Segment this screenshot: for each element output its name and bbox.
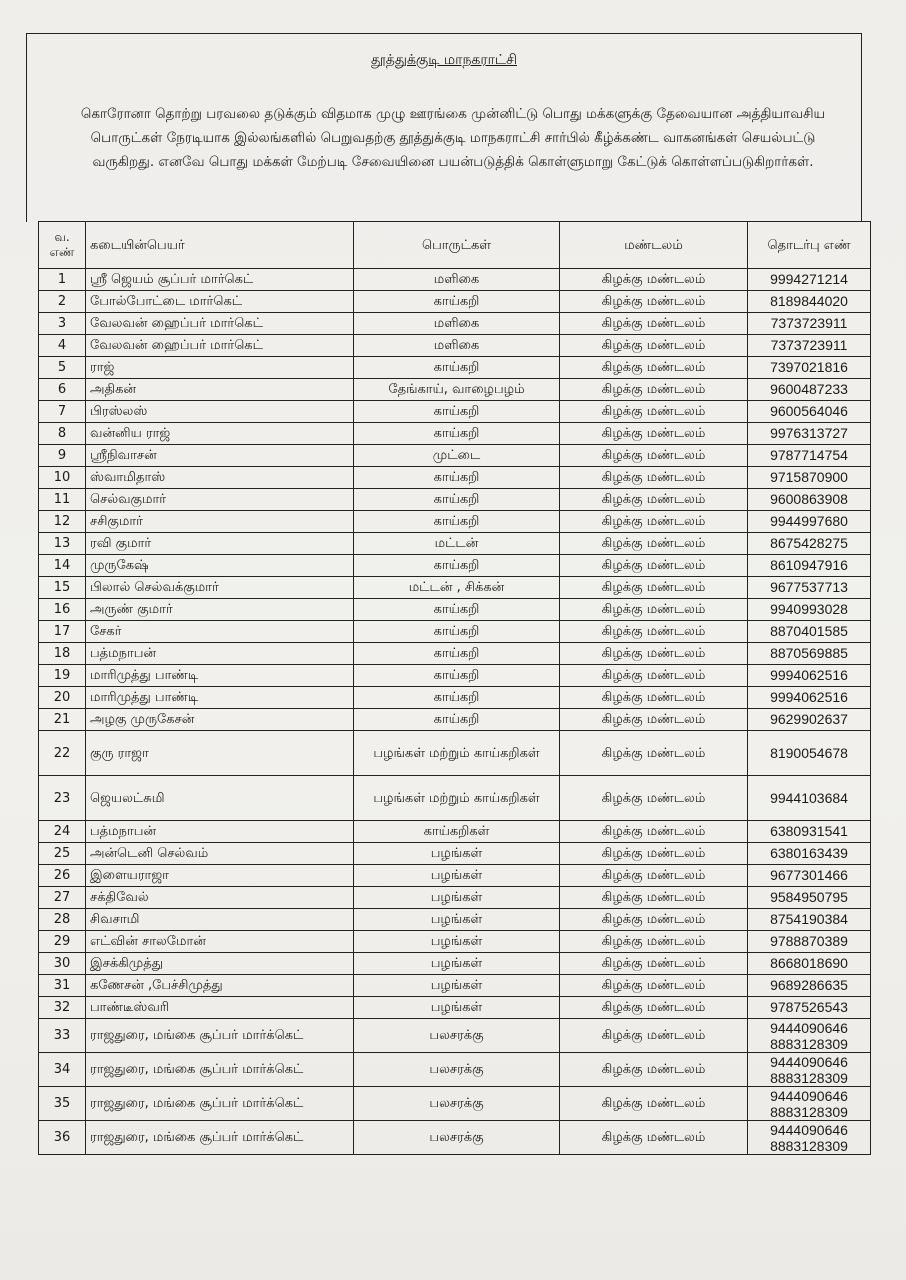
row-contact: 9976313727 <box>748 423 871 445</box>
header-shop-name: கடையின்பெயர் <box>86 222 354 269</box>
row-zone: கிழக்கு மண்டலம் <box>560 577 748 599</box>
row-serial: 1 <box>39 269 86 291</box>
row-serial: 12 <box>39 511 86 533</box>
row-contact: 9600863908 <box>748 489 871 511</box>
table-row <box>39 865 871 887</box>
table-row <box>39 1053 871 1087</box>
row-products: பழங்கள் <box>354 997 560 1019</box>
row-serial: 29 <box>39 931 86 953</box>
row-products: காய்கறி <box>354 709 560 731</box>
row-serial: 36 <box>39 1121 86 1155</box>
table-row <box>39 621 871 643</box>
shop-table <box>38 221 871 1155</box>
row-serial: 7 <box>39 401 86 423</box>
row-shop-name: ஸ்ரீநிவாசன் <box>86 445 354 467</box>
row-shop-name: போல்போட்டை மார்கெட் <box>86 291 354 313</box>
table-row <box>39 599 871 621</box>
row-phone-primary: 9444090646 <box>770 1019 848 1036</box>
row-contact: 9788870389 <box>748 931 871 953</box>
row-contact: 6380931541 <box>748 821 871 843</box>
row-zone: கிழக்கு மண்டலம் <box>560 975 748 997</box>
table-row <box>39 379 871 401</box>
row-products: காய்கறி <box>354 357 560 379</box>
row-contact <box>748 1121 871 1155</box>
table-row <box>39 423 871 445</box>
row-serial: 32 <box>39 997 86 1019</box>
row-contact: 8870569885 <box>748 643 871 665</box>
row-contact <box>748 1087 871 1121</box>
row-zone: கிழக்கு மண்டலம் <box>560 909 748 931</box>
row-products: காய்கறி <box>354 555 560 577</box>
row-shop-name: சக்திவேல் <box>86 887 354 909</box>
row-shop-name: அழகு முருகேசன் <box>86 709 354 731</box>
row-shop-name: வேலவன் ஹைப்பர் மார்கெட் <box>86 335 354 357</box>
row-contact: 9600564046 <box>748 401 871 423</box>
row-products: காய்கறி <box>354 599 560 621</box>
row-serial: 11 <box>39 489 86 511</box>
row-shop-name: பிரஸ்லஸ் <box>86 401 354 423</box>
row-contact: 9584950795 <box>748 887 871 909</box>
row-contact: 9689286635 <box>748 975 871 997</box>
table-header-row <box>39 222 871 269</box>
table-row <box>39 555 871 577</box>
row-serial: 34 <box>39 1053 86 1087</box>
row-zone: கிழக்கு மண்டலம் <box>560 1087 748 1121</box>
row-shop-name: ராஜ் <box>86 357 354 379</box>
row-contact: 8668018690 <box>748 953 871 975</box>
row-shop-name: பத்மநாபன் <box>86 643 354 665</box>
row-shop-name: ஜெயலட்சுமி <box>86 776 354 821</box>
row-serial: 15 <box>39 577 86 599</box>
row-contact: 9994062516 <box>748 665 871 687</box>
header-contact: தொடர்பு எண் <box>748 222 871 269</box>
row-phone-primary: 9444090646 <box>770 1121 848 1138</box>
row-shop-name: ராஜதுரை, மங்கை சூப்பர் மார்க்கெட் <box>86 1121 354 1155</box>
row-zone: கிழக்கு மண்டலம் <box>560 709 748 731</box>
row-shop-name: மாரிமுத்து பாண்டி <box>86 687 354 709</box>
table-row <box>39 577 871 599</box>
table-row <box>39 687 871 709</box>
row-serial: 23 <box>39 776 86 821</box>
row-contact: 8610947916 <box>748 555 871 577</box>
row-shop-name: இசக்கிமுத்து <box>86 953 354 975</box>
row-contact: 9994062516 <box>748 687 871 709</box>
row-products: காய்கறி <box>354 511 560 533</box>
table-row <box>39 335 871 357</box>
row-products: பழங்கள் <box>354 953 560 975</box>
row-contact: 9677301466 <box>748 865 871 887</box>
row-zone: கிழக்கு மண்டலம் <box>560 865 748 887</box>
table-row <box>39 931 871 953</box>
row-products: காய்கறி <box>354 687 560 709</box>
row-products: மளிகை <box>354 335 560 357</box>
row-zone: கிழக்கு மண்டலம் <box>560 1121 748 1155</box>
row-contact: 8189844020 <box>748 291 871 313</box>
row-serial: 4 <box>39 335 86 357</box>
row-serial: 10 <box>39 467 86 489</box>
row-zone: கிழக்கு மண்டலம் <box>560 821 748 843</box>
table-row <box>39 843 871 865</box>
row-shop-name: ரவி குமார் <box>86 533 354 555</box>
table-row <box>39 1019 871 1053</box>
row-products: காய்கறி <box>354 621 560 643</box>
row-zone: கிழக்கு மண்டலம் <box>560 953 748 975</box>
row-shop-name: இளையராஜா <box>86 865 354 887</box>
notice-paragraph: கொரோனா தொற்று பரவலை தடுக்கும் விதமாக முழு ஊரங்கை முன்னிட்டு பொது மக்களுக்கு தேவையான அத்தியாவசிய பொருட்கள் நேரடியாக இல்லங்களில் பெறுவதற்கு தூத்துக்குடி மாநகராட்சி சார்பில் கீழ்க்கண்ட வாகனங்கள் செயல்பட்டு வருகிறது. எனவே பொது மக்கள் மேற்படி சேவையினை பயன்படுத்திக் கொள்ளுமாறு கேட்டுக் கொள்ளப்படுகிறார்கள். <box>80 106 826 170</box>
row-products: தேங்காய், வாழைபழம் <box>354 379 560 401</box>
row-contact: 8754190384 <box>748 909 871 931</box>
row-serial: 17 <box>39 621 86 643</box>
table-row <box>39 511 871 533</box>
table-row <box>39 821 871 843</box>
row-zone: கிழக்கு மண்டலம் <box>560 687 748 709</box>
row-shop-name: பாண்டீஸ்வரி <box>86 997 354 1019</box>
row-products: காய்கறி <box>354 665 560 687</box>
row-shop-name: வேலவன் ஹைப்பர் மார்கெட் <box>86 313 354 335</box>
row-zone: கிழக்கு மண்டலம் <box>560 887 748 909</box>
row-serial: 30 <box>39 953 86 975</box>
row-zone: கிழக்கு மண்டலம் <box>560 1053 748 1087</box>
row-zone: கிழக்கு மண்டலம் <box>560 931 748 953</box>
table-row <box>39 731 871 776</box>
row-shop-name: முருகேஷ் <box>86 555 354 577</box>
row-zone: கிழக்கு மண்டலம் <box>560 997 748 1019</box>
row-serial: 31 <box>39 975 86 997</box>
row-products: பழங்கள் மற்றும் காய்கறிகள் <box>354 776 560 821</box>
row-zone: கிழக்கு மண்டலம் <box>560 643 748 665</box>
row-shop-name: ஸ்வாமிதாஸ் <box>86 467 354 489</box>
row-products: காய்கறி <box>354 643 560 665</box>
row-products: பழங்கள் <box>354 887 560 909</box>
row-phone-primary: 9444090646 <box>770 1087 848 1104</box>
row-shop-name: ராஜதுரை, மங்கை சூப்பர் மார்க்கெட் <box>86 1087 354 1121</box>
table-row <box>39 533 871 555</box>
row-contact: 6380163439 <box>748 843 871 865</box>
row-products: மட்டன் , சிக்கன் <box>354 577 560 599</box>
row-contact: 9787526543 <box>748 997 871 1019</box>
row-products: காய்கறி <box>354 467 560 489</box>
table-row <box>39 997 871 1019</box>
row-serial: 26 <box>39 865 86 887</box>
row-contact: 8190054678 <box>748 731 871 776</box>
row-zone: கிழக்கு மண்டலம் <box>560 843 748 865</box>
row-contact: 9994271214 <box>748 269 871 291</box>
row-serial: 2 <box>39 291 86 313</box>
row-products: பலசரக்கு <box>354 1019 560 1053</box>
row-shop-name: எட்வின் சாலமோன் <box>86 931 354 953</box>
row-shop-name: கணேசன் ,பேச்சிமுத்து <box>86 975 354 997</box>
row-serial: 6 <box>39 379 86 401</box>
table-row <box>39 975 871 997</box>
row-serial: 14 <box>39 555 86 577</box>
row-contact: 9944997680 <box>748 511 871 533</box>
row-products: மளிகை <box>354 269 560 291</box>
row-products: காய்கறி <box>354 423 560 445</box>
table-row <box>39 776 871 821</box>
row-zone: கிழக்கு மண்டலம் <box>560 423 748 445</box>
document-title: தூத்துக்குடி மாநகராட்சி <box>370 52 518 68</box>
row-phone-primary: 9444090646 <box>770 1053 848 1070</box>
table-row <box>39 357 871 379</box>
header-zone: மண்டலம் <box>560 222 748 269</box>
row-contact: 9944103684 <box>748 776 871 821</box>
table-row <box>39 1121 871 1155</box>
row-zone: கிழக்கு மண்டலம் <box>560 599 748 621</box>
row-shop-name: சிவசாமி <box>86 909 354 931</box>
row-products: மளிகை <box>354 313 560 335</box>
row-shop-name: பிலால் செல்வக்குமார் <box>86 577 354 599</box>
row-contact: 9715870900 <box>748 467 871 489</box>
row-serial: 3 <box>39 313 86 335</box>
row-contact <box>748 1053 871 1087</box>
row-serial: 18 <box>39 643 86 665</box>
row-zone: கிழக்கு மண்டலம் <box>560 269 748 291</box>
row-shop-name: அன்டெனி செல்வம் <box>86 843 354 865</box>
row-serial: 16 <box>39 599 86 621</box>
row-products: பழங்கள் <box>354 909 560 931</box>
row-shop-name: ராஜதுரை, மங்கை சூப்பர் மார்க்கெட் <box>86 1019 354 1053</box>
row-contact: 9787714754 <box>748 445 871 467</box>
row-zone: கிழக்கு மண்டலம் <box>560 776 748 821</box>
row-shop-name: அருண் குமார் <box>86 599 354 621</box>
row-zone: கிழக்கு மண்டலம் <box>560 533 748 555</box>
row-serial: 20 <box>39 687 86 709</box>
row-zone: கிழக்கு மண்டலம் <box>560 511 748 533</box>
row-shop-name: செல்வகுமார் <box>86 489 354 511</box>
row-contact: 9600487233 <box>748 379 871 401</box>
table-row <box>39 665 871 687</box>
row-shop-name: வன்னிய ராஜ் <box>86 423 354 445</box>
row-zone: கிழக்கு மண்டலம் <box>560 665 748 687</box>
row-serial: 21 <box>39 709 86 731</box>
row-products: பலசரக்கு <box>354 1121 560 1155</box>
row-shop-name: பத்மநாபன் <box>86 821 354 843</box>
table-row <box>39 467 871 489</box>
table-row <box>39 489 871 511</box>
row-shop-name: குரு ராஜா <box>86 731 354 776</box>
table-row <box>39 269 871 291</box>
table-row <box>39 709 871 731</box>
row-zone: கிழக்கு மண்டலம் <box>560 1019 748 1053</box>
row-shop-name: அதிகன் <box>86 379 354 401</box>
table-row <box>39 909 871 931</box>
row-zone: கிழக்கு மண்டலம் <box>560 731 748 776</box>
row-serial: 19 <box>39 665 86 687</box>
row-zone: கிழக்கு மண்டலம் <box>560 291 748 313</box>
row-products: பழங்கள் மற்றும் காய்கறிகள் <box>354 731 560 776</box>
row-zone: கிழக்கு மண்டலம் <box>560 357 748 379</box>
table-row <box>39 887 871 909</box>
row-serial: 24 <box>39 821 86 843</box>
table-row <box>39 953 871 975</box>
row-serial: 33 <box>39 1019 86 1053</box>
row-serial: 28 <box>39 909 86 931</box>
row-serial: 8 <box>39 423 86 445</box>
row-products: காய்கறிகள் <box>354 821 560 843</box>
row-products: காய்கறி <box>354 489 560 511</box>
row-serial: 5 <box>39 357 86 379</box>
row-contact: 8870401585 <box>748 621 871 643</box>
row-zone: கிழக்கு மண்டலம் <box>560 489 748 511</box>
row-phone-secondary: 8883128309 <box>770 1035 848 1052</box>
row-serial: 22 <box>39 731 86 776</box>
row-shop-name: சேகர் <box>86 621 354 643</box>
row-phone-secondary: 8883128309 <box>770 1103 848 1120</box>
row-serial: 35 <box>39 1087 86 1121</box>
row-products: முட்டை <box>354 445 560 467</box>
row-zone: கிழக்கு மண்டலம் <box>560 335 748 357</box>
row-shop-name: மாரிமுத்து பாண்டி <box>86 665 354 687</box>
row-zone: கிழக்கு மண்டலம் <box>560 379 748 401</box>
row-products: பலசரக்கு <box>354 1053 560 1087</box>
row-products: காய்கறி <box>354 291 560 313</box>
row-serial: 9 <box>39 445 86 467</box>
row-products: பழங்கள் <box>354 931 560 953</box>
row-contact: 8675428275 <box>748 533 871 555</box>
row-shop-name: ராஜதுரை, மங்கை சூப்பர் மார்க்கெட் <box>86 1053 354 1087</box>
table-row <box>39 313 871 335</box>
header-frame <box>26 33 862 222</box>
header-serial: வ. எண் <box>39 222 86 269</box>
row-products: பழங்கள் <box>354 843 560 865</box>
row-contact: 9940993028 <box>748 599 871 621</box>
row-zone: கிழக்கு மண்டலம் <box>560 621 748 643</box>
row-zone: கிழக்கு மண்டலம் <box>560 555 748 577</box>
header-products: பொருட்கள் <box>354 222 560 269</box>
row-contact: 7373723911 <box>748 335 871 357</box>
row-products: பழங்கள் <box>354 975 560 997</box>
row-contact: 7397021816 <box>748 357 871 379</box>
row-zone: கிழக்கு மண்டலம் <box>560 467 748 489</box>
row-zone: கிழக்கு மண்டலம் <box>560 313 748 335</box>
row-phone-secondary: 8883128309 <box>770 1137 848 1154</box>
table-row <box>39 401 871 423</box>
row-serial: 13 <box>39 533 86 555</box>
row-products: பலசரக்கு <box>354 1087 560 1121</box>
row-serial: 25 <box>39 843 86 865</box>
row-shop-name: சசிகுமார் <box>86 511 354 533</box>
row-serial: 27 <box>39 887 86 909</box>
row-products: பழங்கள் <box>354 865 560 887</box>
row-zone: கிழக்கு மண்டலம் <box>560 401 748 423</box>
row-contact: 9629902637 <box>748 709 871 731</box>
row-contact: 7373723911 <box>748 313 871 335</box>
row-shop-name: ஸ்ரீ ஜெயம் சூப்பர் மார்கெட் <box>86 269 354 291</box>
row-products: மட்டன் <box>354 533 560 555</box>
row-contact: 9677537713 <box>748 577 871 599</box>
table-row <box>39 643 871 665</box>
row-contact <box>748 1019 871 1053</box>
row-products: காய்கறி <box>354 401 560 423</box>
row-zone: கிழக்கு மண்டலம் <box>560 445 748 467</box>
row-phone-secondary: 8883128309 <box>770 1069 848 1086</box>
table-row <box>39 291 871 313</box>
table-row <box>39 445 871 467</box>
table-row <box>39 1087 871 1121</box>
